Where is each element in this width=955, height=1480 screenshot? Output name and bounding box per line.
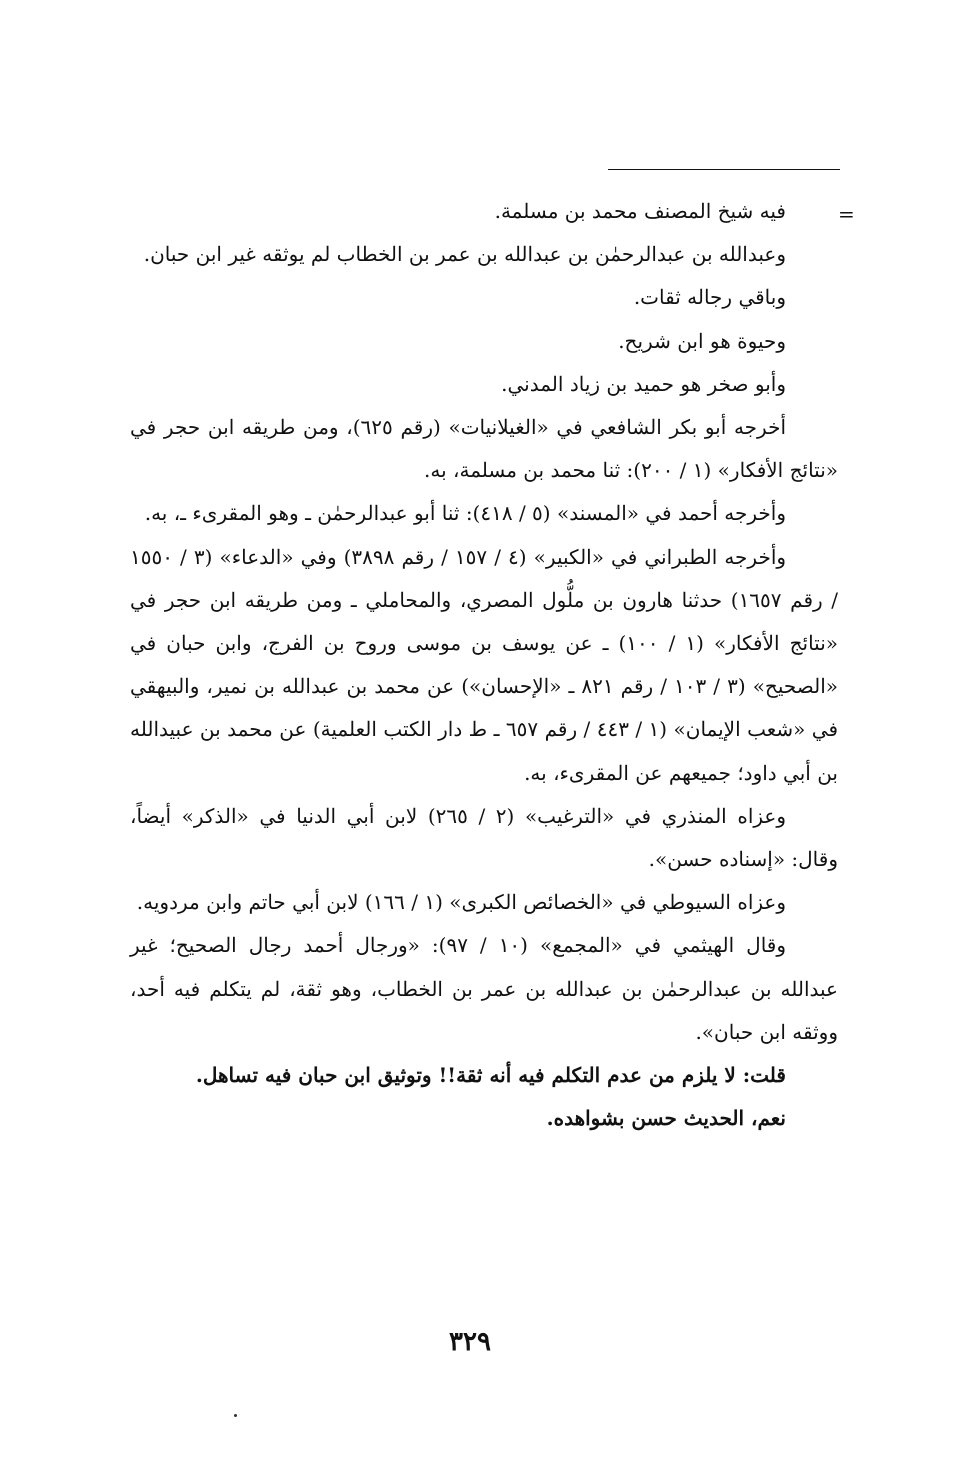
footnotes-block [130, 190, 838, 1140]
footnote-paragraph: وعزاه المنذري في «الترغيب» (٢ / ٢٦٥) لابن أبي الدنيا في «الذكر» أيضاً، وقال: «إسناده حسن». [130, 803, 838, 872]
footnote-separator-rule [608, 169, 840, 170]
page-number: ٣٢٩ [449, 1327, 491, 1357]
footnote-paragraph: وباقي رجاله ثقات. [633, 285, 786, 310]
footnote-continuation-mark: = [838, 202, 855, 226]
footnote-paragraph: وعزاه السيوطي في «الخصائص الكبرى» (١ / ١٦٦) لابن أبي حاتم وابن مردويه. [136, 890, 786, 915]
footnote-paragraph: وعبدالله بن عبدالرحمٰن بن عبدالله بن عمر بن الخطاب لم يوثقه غير ابن حبان. [143, 242, 786, 267]
footnote-paragraph: فيه شيخ المصنف محمد بن مسلمة. [494, 199, 786, 223]
print-speck [234, 1414, 237, 1417]
footnote-paragraph: وحيوة هو ابن شريح. [618, 328, 786, 353]
author-conclusion: نعم، الحديث حسن بشواهده. [546, 1106, 786, 1131]
footnote-paragraph: وقال الهيثمي في «المجمع» (١٠ / ٩٧): «ورجال أحمد رجال الصحيح؛ غير عبدالله بن عبدالرحمٰن بن عبدالله بن عمر بن الخطاب، وهو ثقة، لم يتكلم فيه أحد، ووثقه ابن حبان». [130, 933, 838, 1044]
footnote-paragraph: وأبو صخر هو حميد بن زياد المدني. [501, 371, 786, 396]
footnote-paragraph: أخرجه أبو بكر الشافعي في «الغيلانيات» (رقم ٦٢٥)، ومن طريقه ابن حجر في «نتائج الأفكار» (١ / ٢٠٠): ثنا محمد بن مسلمة، به. [130, 415, 838, 483]
footnote-paragraph: وأخرجه أحمد في «المسند» (٥ / ٤١٨): ثنا أبو عبدالرحمٰن ـ وهو المقرىء ـ، به. [144, 501, 786, 526]
footnote-paragraph: وأخرجه الطبراني في «الكبير» (٤ / ١٥٧ / رقم ٣٨٩٨) وفي «الدعاء» (٣ / ١٥٥٠ / رقم ١٦٥٧) حدثنا هارون بن ملُّول المصري، والمحاملي ـ ومن طريقه ابن حجر في «نتائج الأفكار» (١ / ١٠٠) ـ عن يوسف بن موسى وروح بن الفرج، وابن حبان في «الصحيح» (٣ / ١٠٣ / رقم ٨٢١ ـ «الإحسان») عن محمد بن عبدالله بن نمير، والبيهقي في «شعب الإيمان» (١ / ٤٤٣ / رقم ٦٥٧ ـ ط دار الكتب العلمية) عن محمد بن عبيدالله بن أبي داود؛ جميعهم عن المقرىء، به. [130, 544, 839, 785]
author-comment: قلت: لا يلزم من عدم التكلم فيه أنه ثقة!! وتوثيق ابن حبان فيه تساهل. [195, 1063, 786, 1088]
